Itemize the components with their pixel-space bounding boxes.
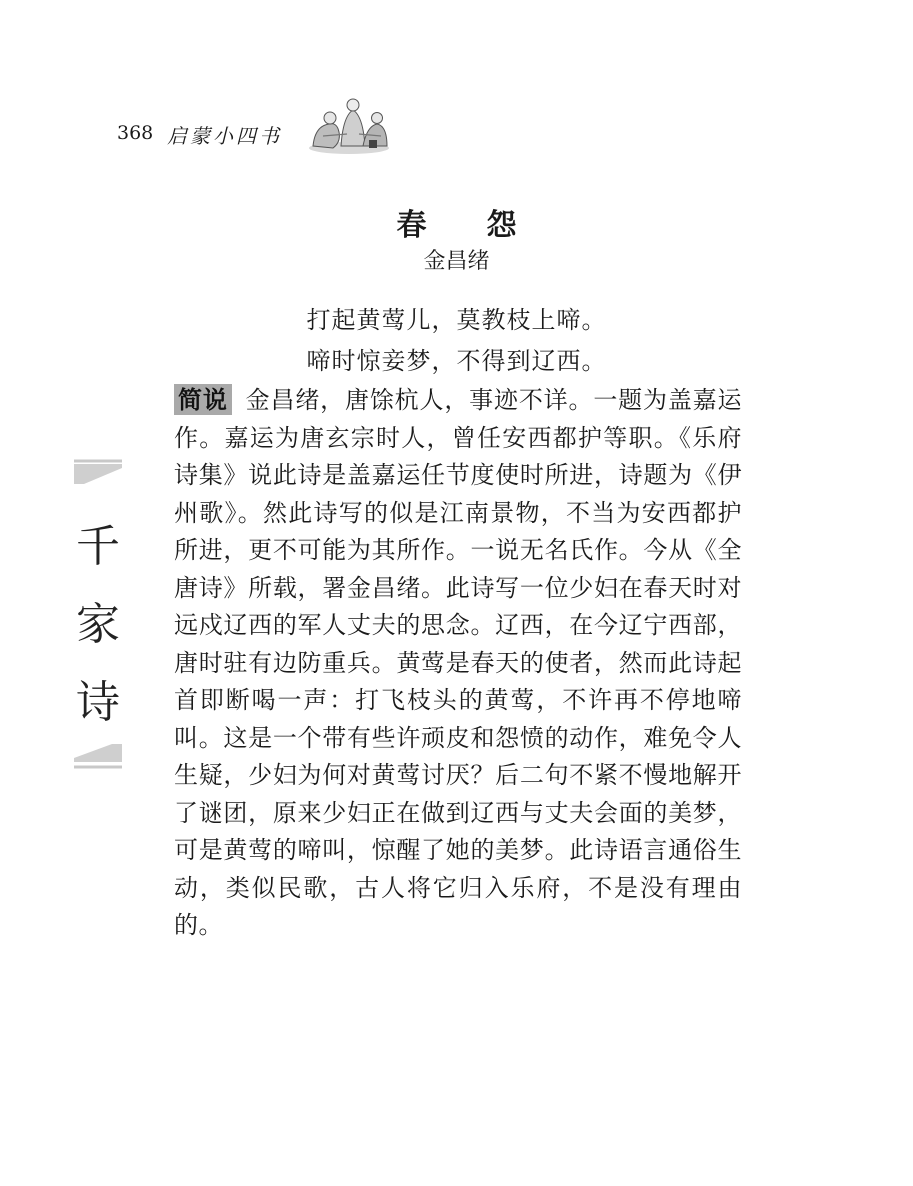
book-title: 启蒙小四书 [167, 124, 282, 148]
commentary-tag: 简说 [174, 384, 232, 415]
poem-author: 金昌绪 [423, 249, 490, 274]
side-label-char: 千 [76, 521, 120, 572]
scholars-illustration [303, 96, 395, 156]
bottom-bracket-icon [74, 740, 122, 770]
commentary [174, 381, 742, 945]
poem-line: 啼时惊妾梦，不得到辽西。 [306, 347, 607, 375]
page-number: 368 [117, 122, 154, 144]
commentary-text: 金昌绪，唐馀杭人，事迹不详。一题为盖嘉运作。嘉运为唐玄宗时人，曾任安西都护等职。《乐府诗集》说此诗是盖嘉运任节度使时所进，诗题为《伊州歌》。然此诗写的似是江南景物，不当为安西都护所进，更不可能为其所作。一说无名氏作。今从《全唐诗》所载，署金昌绪。此诗写一位少妇在春天时对远戍辽西的军人丈夫的思念。辽西，在今辽宁西部，唐时驻有边防重兵。黄莺是春天的使者，然而此诗起首即断喝一声：打飞枝头的黄莺，不许再不停地啼叫。这是一个带有些许顽皮和怨愤的动作，难免令人生疑，少妇为何对黄莺讨厌？后二句不紧不慢地解开了谜团，原来少妇正在做到辽西与丈夫会面的美梦，可是黄莺的啼叫，惊醒了她的美梦。此诗语言通俗生动，类似民歌，古人将它归入乐府，不是没有理由的。 [174, 386, 743, 939]
poem-title-char: 怨 [486, 208, 517, 243]
side-label-char: 诗 [76, 677, 120, 728]
poem-title-char: 春 [396, 208, 427, 243]
side-label [74, 458, 122, 768]
top-bracket-icon [74, 458, 122, 488]
poem-title [0, 200, 913, 244]
side-label-char: 家 [76, 599, 120, 650]
poem-line: 打起黄莺儿，莫教枝上啼。 [306, 306, 607, 334]
